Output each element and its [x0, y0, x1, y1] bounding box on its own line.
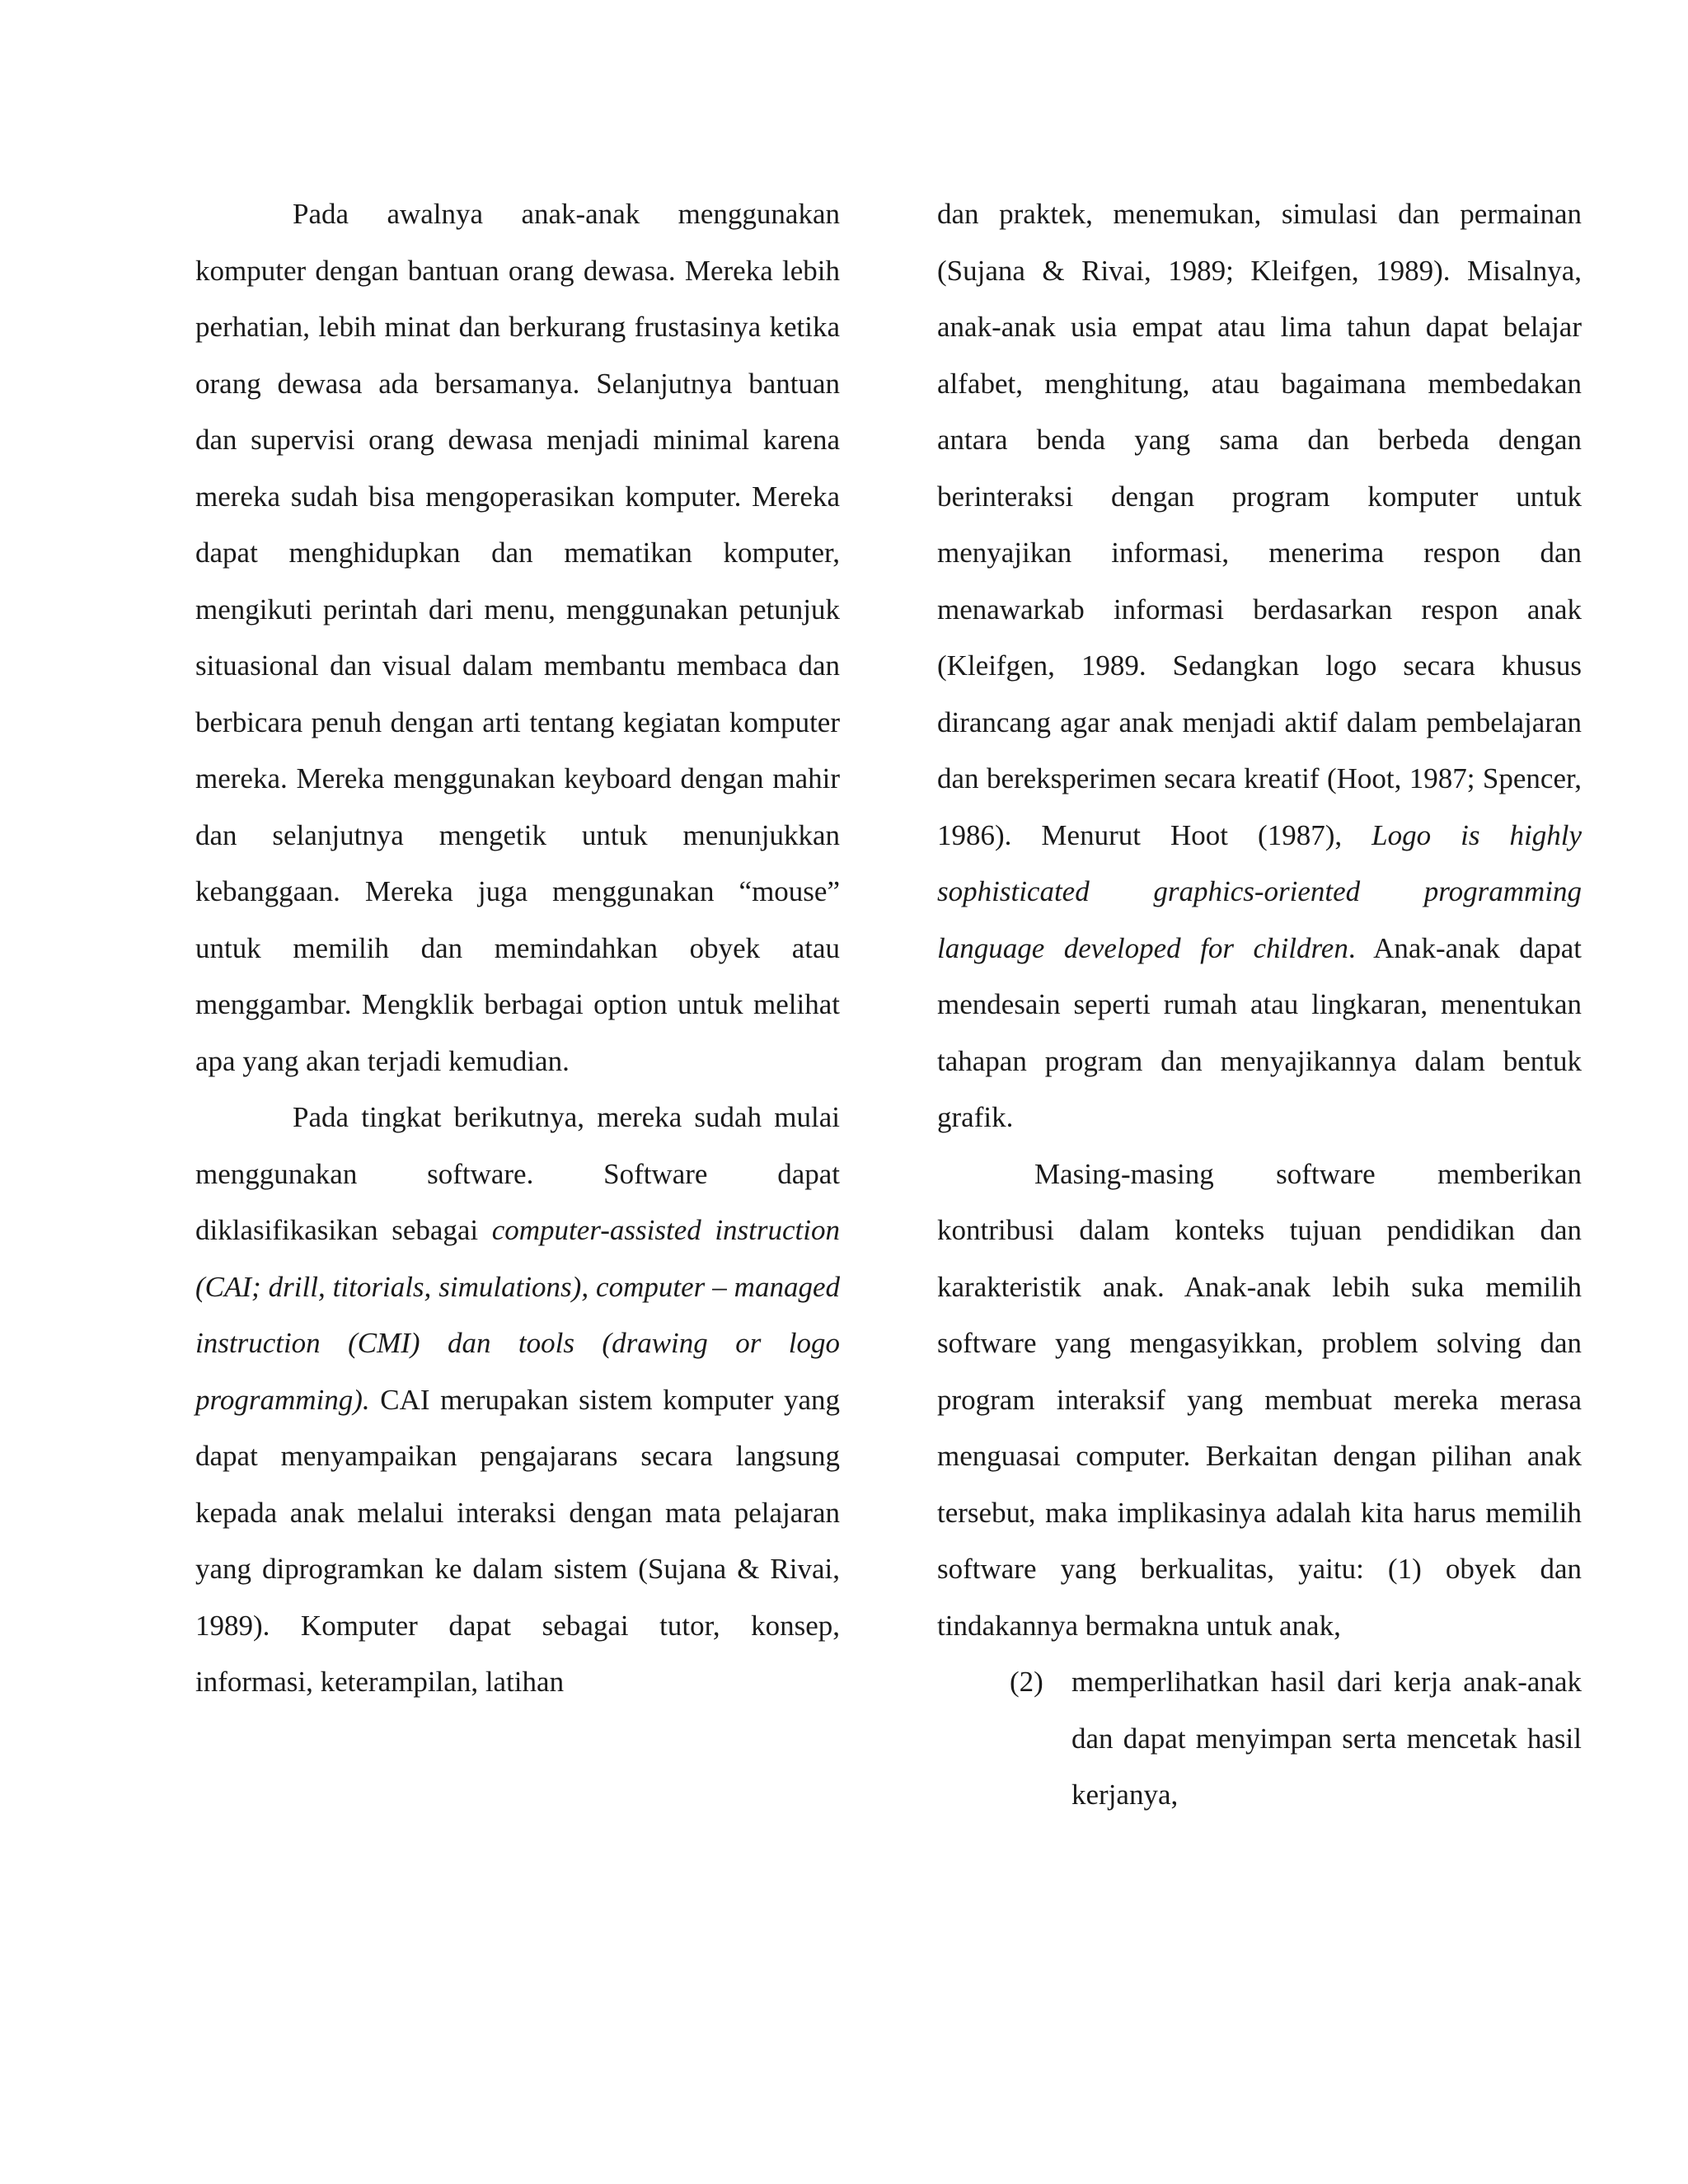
paragraph-text: dan praktek, menemukan, simulasi dan permainan (Sujana & Rivai, 1989; Kleifgen, 1989). Misalnya, anak-anak usia empat atau lima tahun dapat belajar alfabet, menghitung, atau bagaimana membedakan antara benda yang sama dan berbeda dengan berinteraksi dengan program komputer untuk menyajikan informasi, menerima respon dan menawarkab informasi berdasarkan respon anak (Kleifgen, 1989. Sedangkan logo secara khusus dirancang agar anak menjadi aktif dalam pembelajaran dan bereksperimen secara kreatif (Hoot, 1987; Spencer, 1986). Menurut Hoot (1987), [937, 198, 1582, 851]
list-item-2 [937, 1654, 1582, 1824]
paragraph-logo-programming [937, 186, 1582, 1146]
paragraph-text: . Anak-anak dapat mendesain seperti rumah atau lingkaran, menentukan tahapan program dan menyajikannya dalam bentuk grafik. [937, 931, 1582, 1133]
paragraph-software-classification [195, 1090, 840, 1711]
italic-logo-quote: Logo is highly sophisticated graphics-oriented programming language developed for children [937, 818, 1582, 964]
list-item-text: memperlihatkan hasil dari kerja anak-anak dan dapat menyimpan serta mencetak hasil kerjanya, [1071, 1666, 1582, 1811]
italic-software-types: computer-assisted instruction (CAI; drill, titorials, simulations), computer – managed instruction (CMI) dan tools (drawing or logo programming). [195, 1214, 840, 1416]
left-column [195, 186, 840, 1711]
right-column [937, 186, 1582, 1824]
paragraph-text: Pada tingkat berikutnya, mereka sudah mulai menggunakan software. Software dapat diklasifikasikan sebagai [195, 1101, 840, 1246]
paragraph-software-contribution: Masing-masing software memberikan kontribusi dalam konteks tujuan pendidikan dan karakteristik anak. Anak-anak lebih suka memilih software yang mengasyikkan, problem solving dan program interaksif yang membuat mereka merasa menguasai computer. Berkaitan dengan pilihan anak tersebut, maka implikasinya adalah kita harus memilih software yang berkualitas, yaitu: (1) obyek dan tindakannya bermakna untuk anak, [937, 1157, 1582, 1642]
list-number: (2) [1010, 1666, 1043, 1698]
paragraph-computer-use-early: Pada awalnya anak-anak menggunakan komputer dengan bantuan orang dewasa. Mereka lebih perhatian, lebih minat dan berkurang frustasinya ketika orang dewasa ada bersamanya. Selanjutnya bantuan dan supervisi orang dewasa menjadi minimal karena mereka sudah bisa mengoperasikan komputer. Mereka dapat menghidupkan dan mematikan komputer, mengikuti perintah dari menu, menggunakan petunjuk situasional dan visual dalam membantu membaca dan berbicara penuh dengan arti tentang kegiatan komputer mereka. Mereka menggunakan keyboard dengan mahir dan selanjutnya mengetik untuk menunjukkan kebanggaan. Mereka juga menggunakan “mouse” untuk memilih dan memindahkan obyek atau menggambar. Mengklik berbagai option untuk melihat apa yang akan terjadi kemudian. [195, 198, 840, 1077]
paragraph-text: CAI merupakan sistem komputer yang dapat menyampaikan pengajarans secara langsung kepada anak melalui interaksi dengan mata pelajaran yang diprogramkan ke dalam sistem (Sujana & Rivai, 1989). Komputer dapat sebagai tutor, konsep, informasi, keterampilan, latihan [195, 1383, 840, 1698]
